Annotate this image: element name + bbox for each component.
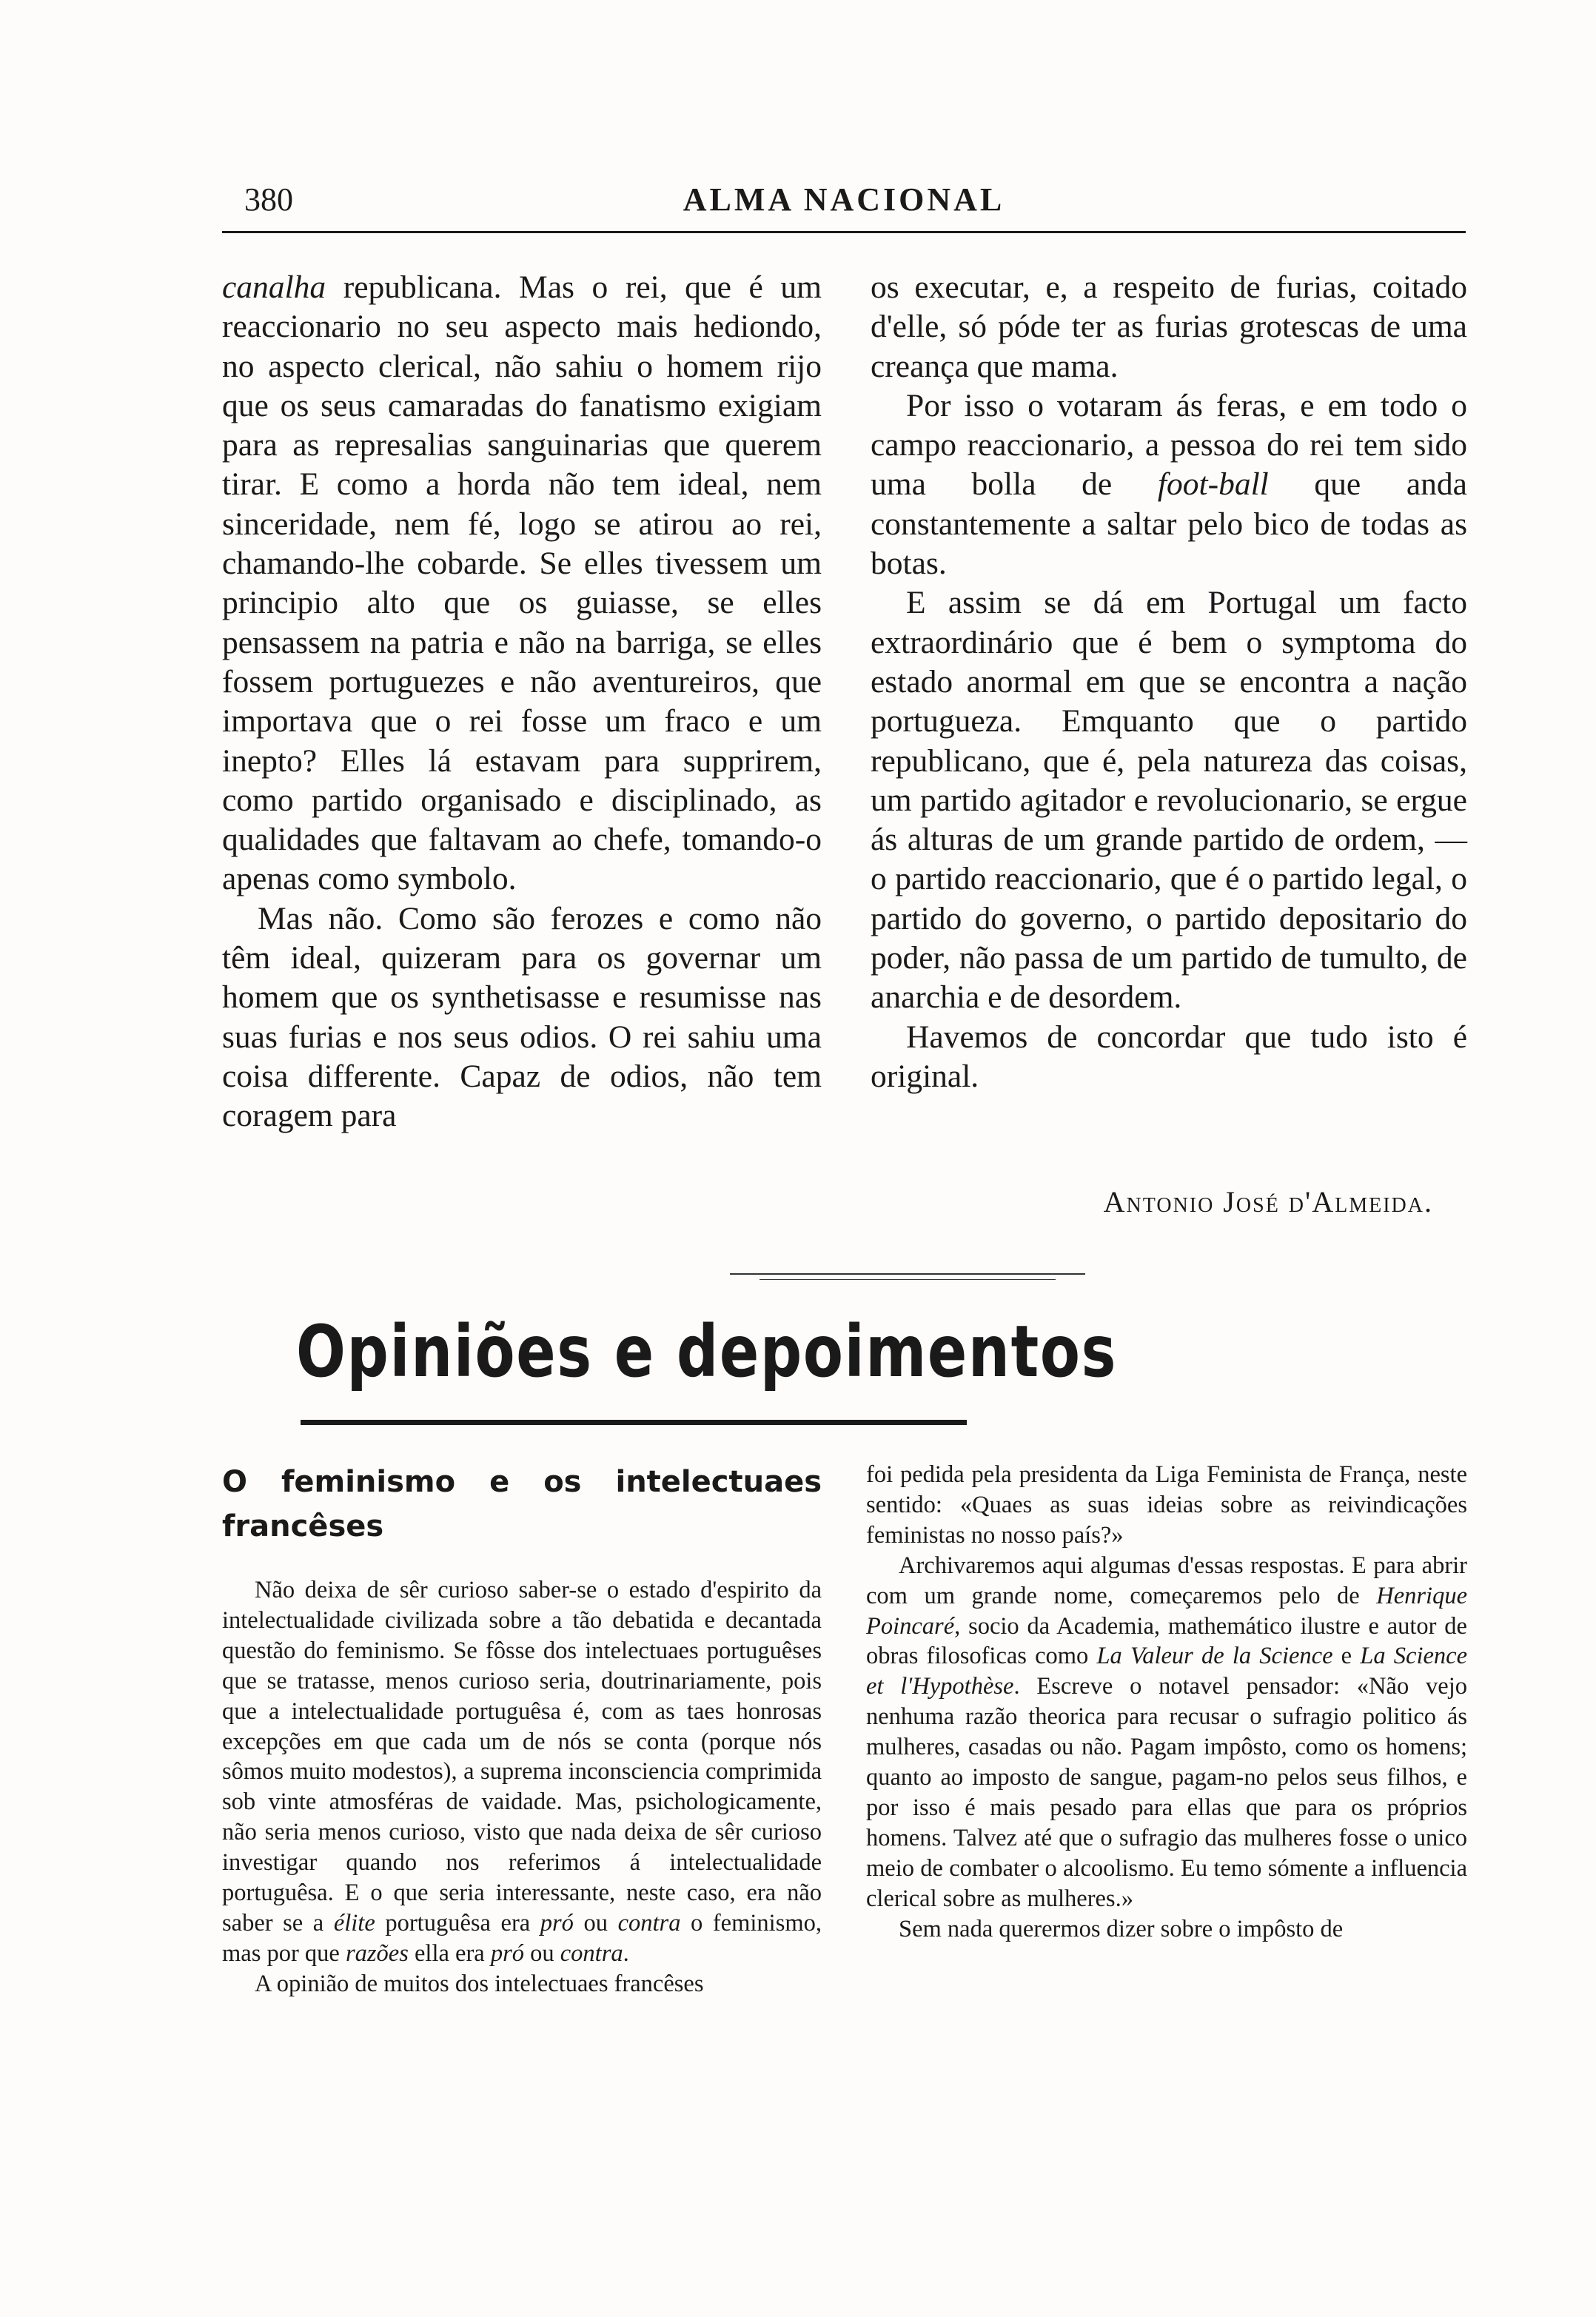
text: Não deixa de sêr curioso saber-se o estado d'espirito da intelectualidade civilizada sobre a tão debatida e decantada questão do feminismo. Se fôsse dos intelectuaes portuguêses que se tratasse, menos curioso seria, doutrinariamente, pois que a intelectualidade portuguêsa é, com as taes honrosas excepções em que cada um de nós se conta (porque nós sômos muito modestos), a suprema inconsciencia comprimida sob vinte atmosféras de vaidade. Mas, psichologicamente, não seria menos curioso, visto que nada deixa de sêr curioso investigar quando nos referimos á intelectualidade portuguêsa. E o que seria interessante, neste caso, era não saber se a: [222, 1577, 822, 1937]
paragraph: os executar, e, a respeito de furias, coitado d'elle, só póde ter as furias grotescas de uma creança que mama.: [871, 269, 1467, 384]
section-title: Opiniões e depoimentos: [296, 1310, 1118, 1393]
text: portuguêsa era: [375, 1909, 540, 1937]
text: .: [623, 1939, 629, 1967]
running-header: [222, 181, 1466, 232]
paragraph: [222, 1575, 822, 1969]
article-column-left: [222, 268, 822, 1136]
emphasis: contra: [560, 1939, 623, 1967]
text: que anda constantemente a saltar pelo bico de todas as botas.: [871, 466, 1467, 582]
text: republicana. Mas o rei, que é um reaccionario no seu aspecto mais hediondo, no aspecto clerical, não sahiu o homem rijo que os seus camaradas do fanatismo exigiam para as represalias sanguinarias que querem tirar. E como a horda não tem ideal, nem sinceridade, nem fé, logo se atirou ao rei, chamando-lhe cobarde. Se elles tivessem um principio alto que os guiasse, se elles pensassem na patria e não na barriga, se elles fossem portuguezes e não aventureiros, que importava que o rei fosse um fraco e um inepto? Elles lá estavam para supprirem, como partido organisado e disciplinado, as qualidades que faltavam ao chefe, tomando-o apenas como symbolo.: [222, 269, 822, 897]
text: ou: [573, 1909, 618, 1937]
text: e: [1332, 1643, 1361, 1670]
author-signature: Antonio José d'Almeida.: [1103, 1185, 1433, 1218]
page-number: 380: [244, 181, 293, 218]
emphasis: contra: [617, 1909, 681, 1937]
paragraph: Sem nada querermos dizer sobre o impôsto de: [899, 1915, 1344, 1942]
section-divider: [730, 1273, 1085, 1275]
paragraph: Havemos de concordar que tudo isto é original.: [871, 1019, 1467, 1094]
article2-column-right: [866, 1460, 1467, 1945]
emphasis: élite: [333, 1909, 375, 1937]
emphasis: La Science et l'Hypothèse: [866, 1643, 1467, 1700]
article2-column-left: [222, 1460, 822, 1999]
section-title-rule: [301, 1420, 967, 1425]
paragraph: A opinião de muitos dos intelectuaes francêses: [255, 1970, 704, 1997]
text: o feminismo, mas por que: [222, 1909, 822, 1967]
paragraph: [222, 268, 822, 899]
paragraph: Mas não. Como são ferozes e como não têm ideal, quizeram para os governar um homem que os synthetisasse e resumisse nas suas furias e nos seus odios. O rei sahiu uma coisa differente. Capaz de odios, não tem coragem para: [222, 900, 822, 1134]
paragraph: foi pedida pela presidenta da Liga Feminista de França, neste sentido: «Quaes as suas ideias sobre as reivindicações feministas no nosso país?»: [866, 1461, 1467, 1549]
emphasis: razões: [345, 1939, 409, 1967]
emphasis: foot-ball: [1157, 466, 1269, 503]
paragraph: [871, 386, 1467, 583]
emphasis: pró: [490, 1939, 524, 1967]
emphasis: canalha: [222, 269, 326, 305]
article-body: [222, 1575, 822, 1999]
article-column-right: [871, 268, 1467, 1096]
text: , socio da Academia, mathemático ilustre e autor de obras filosoficas como: [866, 1612, 1467, 1670]
article-heading: O feminismo e os intelectuaes francêses: [222, 1465, 822, 1543]
journal-title: ALMA NACIONAL: [683, 181, 1005, 218]
paragraph: E assim se dá em Portugal um facto extraordinário que é bem o symptoma do estado anormal em que se encontra a nação portugueza. Emquanto que o partido republicano, que é, pela natureza das coisas, um partido agitador e revolucionario, se ergue ás alturas de um grande partido de ordem, — o partido reaccionario, que é o partido legal, o partido do governo, o partido depositario do poder, não passa de um partido de tumulto, de anarchia e de desordem.: [871, 585, 1467, 1016]
text: Archivaremos aqui algumas d'essas respostas. E para abrir com um grande nome, começaremos pelo de: [866, 1552, 1467, 1609]
text: ella era: [408, 1939, 491, 1967]
emphasis: La Valeur de la Science: [1096, 1643, 1333, 1670]
emphasis: pró: [540, 1909, 574, 1937]
paragraph: [866, 1551, 1467, 1914]
text: . Escreve o notavel pensador: «Não vejo nenhuma razão theorica para recusar o sufragio politico ás mulheres, casadas ou não. Pagam impôsto, como os homens; quanto ao imposto de sangue, pagam-no pelos seus filhos, e por isso é mais pesado para ellas que para os próprios homens. Talvez até que o sufragio das mulheres fosse o unico meio de combater o alcoolismo. Eu temo sómente a influencia clerical sobre as mulheres.»: [866, 1673, 1467, 1912]
header-rule: [222, 231, 1466, 233]
text: ou: [523, 1939, 560, 1967]
emphasis: Henrique Poincaré: [866, 1582, 1467, 1640]
section-divider-thin: [760, 1279, 1056, 1280]
text: Por isso o votaram ás feras, e em todo o campo reaccionario, a pessoa do rei tem sido uma bolla de: [871, 387, 1467, 503]
